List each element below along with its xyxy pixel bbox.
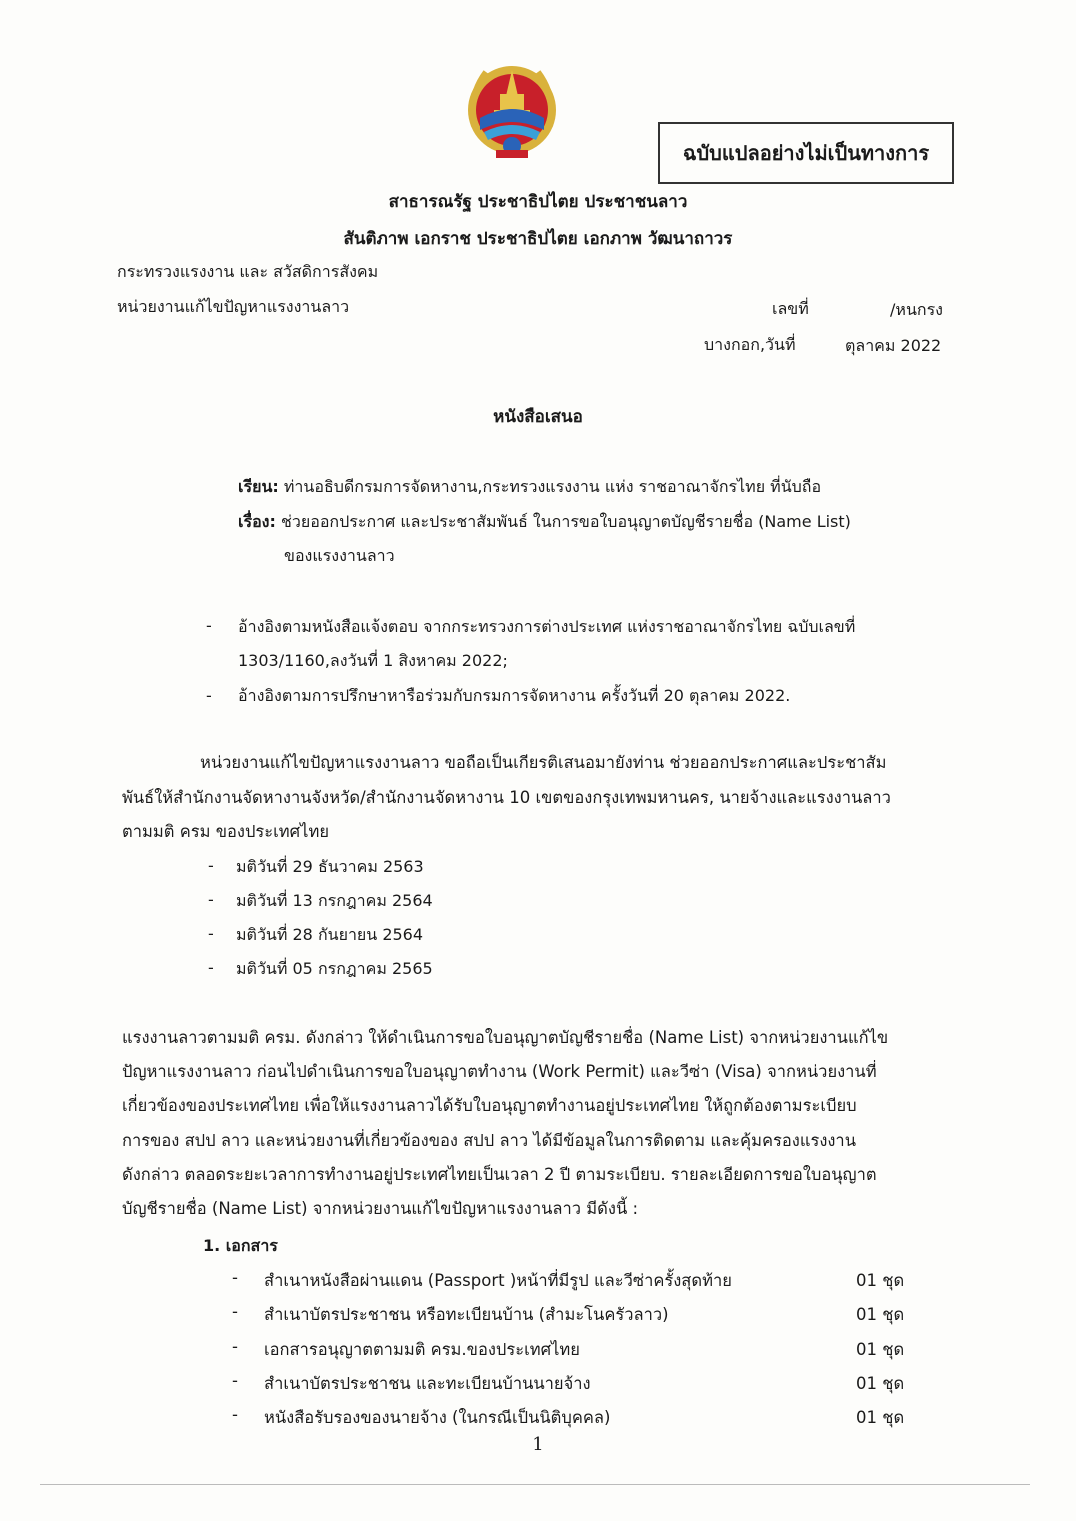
para1-line1: หน่วยงานแก้ไขปัญหาแรงงานลาว ขอถือเป็นเกียรติเสนอมายังท่าน ช่วยออกประกาศและประชาสัม — [200, 753, 887, 772]
document-bullet: - — [232, 1371, 238, 1390]
document-qty: 01 ชุด — [856, 1271, 905, 1290]
document-qty: 01 ชุด — [856, 1305, 905, 1324]
motto-line: สันติภาพ เอกราช ประชาธิปไตย เอกภาพ วัฒนาถาวร — [343, 229, 733, 249]
ref-2-line1: อ้างอิงตามการปรึกษาหารือร่วมกับกรมการจัดหางาน ครั้งวันที่ 20 ตุลาคม 2022. — [238, 686, 791, 705]
resolution-bullet: - — [208, 890, 214, 909]
resolution-item: มติวันที่ 29 ธันวาคม 2563 — [236, 857, 424, 876]
footer-divider — [40, 1484, 1030, 1485]
document-qty: 01 ชุด — [856, 1374, 905, 1393]
date-label: บางกอก,วันที่ — [704, 335, 796, 354]
document-label: สำเนาบัตรประชาชน หรือทะเบียนบ้าน (สำมะโนครัวลาว) — [264, 1305, 669, 1324]
country-line: สาธารณรัฐ ประชาธิปไตย ประชาชนลาว — [388, 192, 688, 212]
para1-line2: พันธ์ให้สำนักงานจัดหางานจังหวัด/สำนักงานจัดหางาน 10 เขตของกรุงเทพมหานคร, นายจ้างและแรงงานลาว — [122, 788, 891, 807]
para2-line6: บัญชีรายชื่อ (Name List) จากหน่วยงานแก้ไขปัญหาแรงงานลาว มีดังนี้ : — [122, 1199, 639, 1218]
ref-1-line1: อ้างอิงตามหนังสือแจ้งตอบ จากกระทรวงการต่างประเทศ แห่งราชอาณาจักรไทย ฉบับเลขที่ — [238, 617, 856, 636]
document-row — [232, 1302, 912, 1336]
document-qty: 01 ชุด — [856, 1408, 905, 1427]
ref-bullet: - — [206, 686, 212, 705]
resolution-item: มติวันที่ 13 กรกฎาคม 2564 — [236, 891, 433, 910]
ref-number-label: เลขที่ — [772, 299, 809, 318]
recipient-line — [238, 475, 821, 500]
para2-line4: การของ สปป ลาว และหน่วยงานที่เกี่ยวข้องของ สปป ลาว ได้มีข้อมูลในการติดตาม และคุ้มครองแรงงาน — [122, 1131, 856, 1150]
resolution-bullet: - — [208, 856, 214, 875]
resolution-bullet: - — [208, 924, 214, 943]
subject-line — [238, 510, 851, 535]
para1-line3: ตามมติ ครม ของประเทศไทย — [122, 822, 329, 841]
ref-bullet: - — [206, 616, 212, 635]
ref-number-suffix: /หนกรง — [890, 300, 943, 319]
para2-line5: ดังกล่าว ตลอดระยะเวลาการทำงานอยู่ประเทศไทยเป็นเวลา 2 ปี ตามระเบียบ. รายละเอียดการขอใบอนุญาต — [122, 1165, 877, 1184]
document-bullet: - — [232, 1405, 238, 1424]
document-label: หนังสือรับรองของนายจ้าง (ในกรณีเป็นนิติบุคคล) — [264, 1408, 611, 1427]
unit-name: หน่วยงานแก้ไขปัญหาแรงงานลาว — [117, 297, 350, 316]
subject-label: เรื่อง: — [238, 512, 276, 531]
subject-text: ช่วยออกประกาศ และประชาสัมพันธ์ ในการขอใบอนุญาตบัญชีรายชื่อ (Name List) — [280, 512, 851, 531]
resolution-bullet: - — [208, 958, 214, 977]
section-documents-title: 1. เอกสาร — [203, 1236, 278, 1255]
document-bullet: - — [232, 1337, 238, 1356]
document-bullet: - — [232, 1302, 238, 1321]
document-qty: 01 ชุด — [856, 1340, 905, 1359]
document-label: เอกสารอนุญาตตามมติ ครม.ของประเทศไทย — [264, 1340, 580, 1359]
para2-line2: ปัญหาแรงงานลาว ก่อนไปดำเนินการขอใบอนุญาตทำงาน (Work Permit) และวีซ่า (Visa) จากหน่วยงานที่ — [122, 1062, 877, 1081]
resolution-item: มติวันที่ 05 กรกฎาคม 2565 — [236, 959, 433, 978]
document-bullet: - — [232, 1268, 238, 1287]
letter-title: หนังสือเสนอ — [493, 407, 583, 427]
para2-line3: เกี่ยวข้องของประเทศไทย เพื่อให้แรงงานลาวได้รับใบอนุญาตทำงานอยู่ประเทศไทย ให้ถูกต้องตามระเบียบ — [122, 1096, 857, 1115]
page-number: 1 — [532, 1434, 544, 1455]
ministry-name: กระทรวงแรงงาน และ สวัสดิการสังคม — [117, 262, 379, 281]
document-row — [232, 1268, 912, 1302]
resolution-item: มติวันที่ 28 กันยายน 2564 — [236, 925, 424, 944]
document-label: สำเนาหนังสือผ่านแดน (Passport )หน้าที่มีรูป และวีซ่าครั้งสุดท้าย — [264, 1271, 732, 1290]
subject-text-2: ของแรงงานลาว — [284, 546, 395, 565]
document-label: สำเนาบัตรประชาชน และทะเบียนบ้านนายจ้าง — [264, 1374, 591, 1393]
para2-line1: แรงงานลาวตามมติ ครม. ดังกล่าว ให้ดำเนินการขอใบอนุญาตบัญชีรายชื่อ (Name List) จากหน่วยงานแก้ไข — [122, 1028, 889, 1047]
ref-1-line2: 1303/1160,ลงวันที่ 1 สิงหาคม 2022; — [238, 651, 508, 670]
date-month: ตุลาคม 2022 — [845, 336, 942, 355]
document-row — [232, 1337, 912, 1371]
unofficial-translation-stamp: ฉบับแปลอย่างไม่เป็นทางการ — [658, 122, 954, 184]
lao-emblem-icon — [466, 56, 558, 164]
recipient-label: เรียน: — [238, 477, 279, 496]
recipient-text: ท่านอธิบดีกรมการจัดหางาน,กระทรวงแรงงาน แห่ง ราชอาณาจักรไทย ที่นับถือ — [283, 477, 822, 496]
document-row — [232, 1371, 912, 1405]
